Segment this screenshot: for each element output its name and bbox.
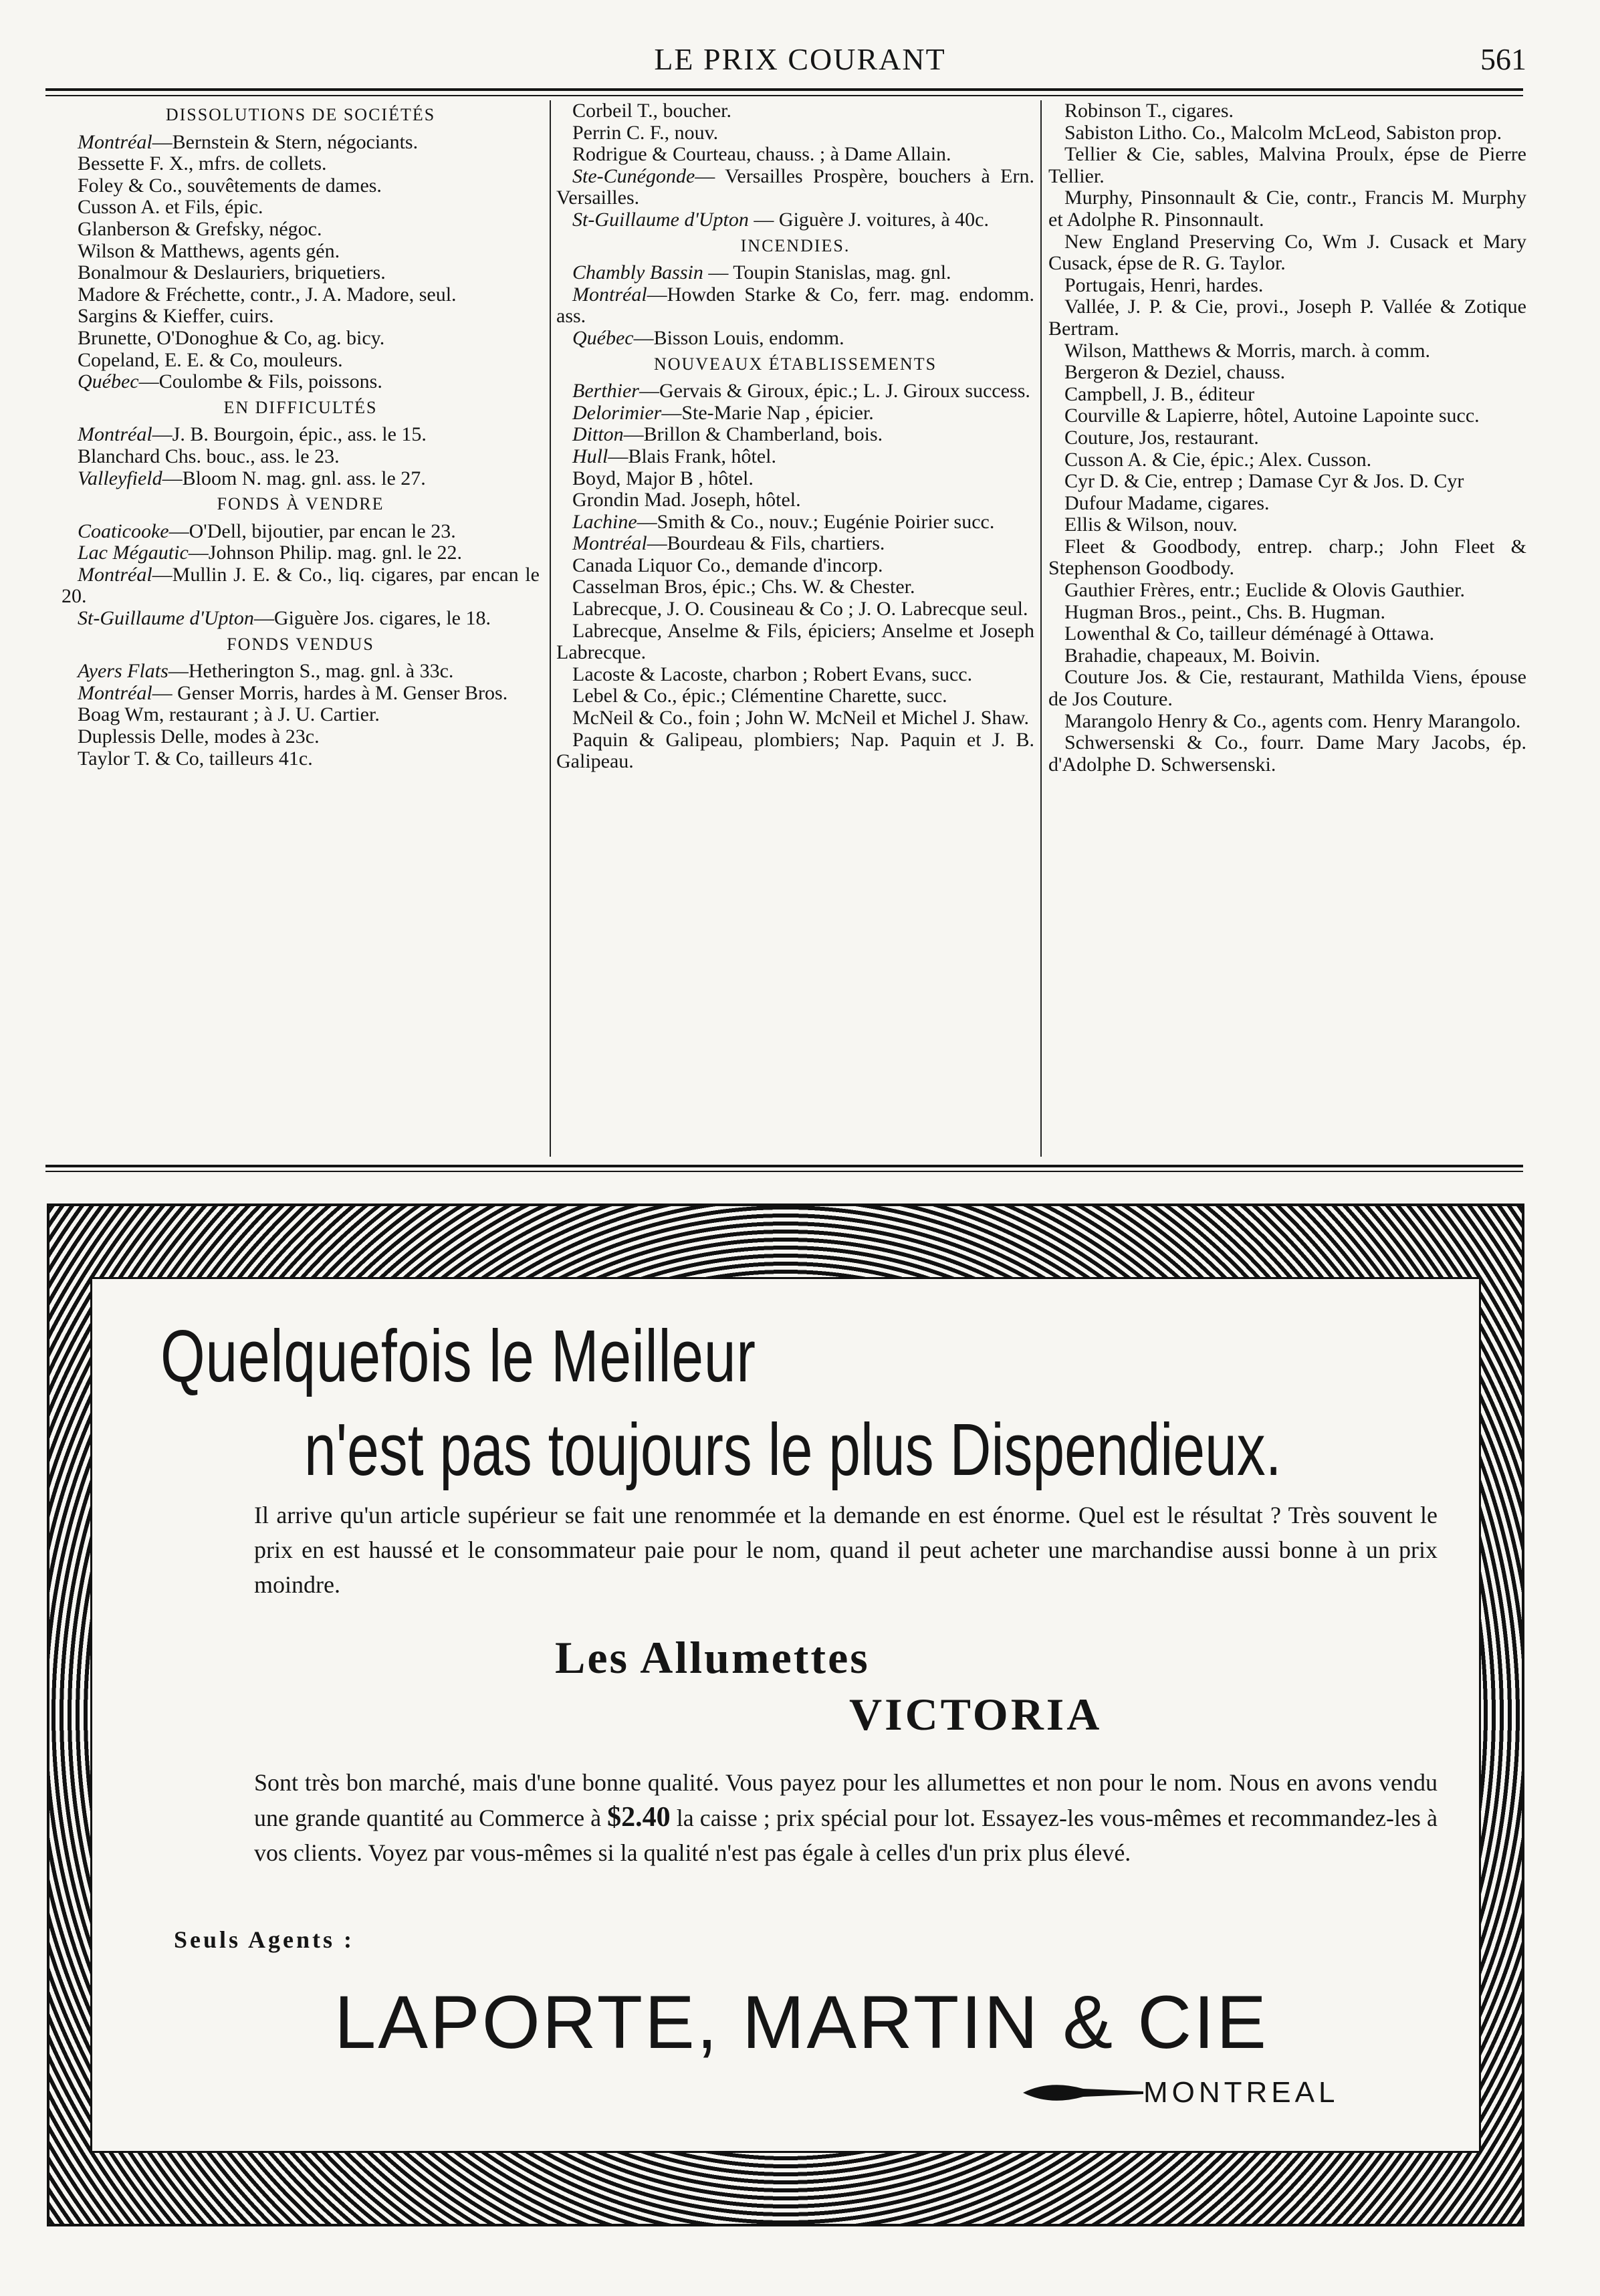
section-heading-dissolutions: DISSOLUTIONS DE SOCIÉTÉS <box>165 105 436 124</box>
column-divider <box>1040 100 1042 1157</box>
entry: Dufour Madame, cigares. <box>1064 491 1270 514</box>
entry: Berthier—Gervais & Giroux, épic.; L. J. Giroux success. <box>572 380 1030 403</box>
entry: Blanchard Chs. bouc., ass. le 23. <box>78 445 340 467</box>
entry: Madore & Fréchette, contr., J. A. Madore, seul. <box>78 283 457 306</box>
entry: Montréal—Howden Starke & Co, ferr. mag. endomm. ass. <box>556 283 1034 328</box>
entry: Coaticooke—O'Dell, bijoutier, par encan le 23. <box>78 520 456 542</box>
entry: Ellis & Wilson, nouv. <box>1064 513 1238 536</box>
entry: Lebel & Co., épic.; Clémentine Charette, succ. <box>572 685 947 707</box>
entry: Bonalmour & Deslauriers, briquetiers. <box>78 261 386 284</box>
entry: Portugais, Henri, hardes. <box>1064 273 1264 296</box>
column-2 <box>556 100 1034 773</box>
entry: Lowenthal & Co, tailleur déménagé à Ottawa. <box>1064 622 1435 645</box>
entry: St-Guillaume d'Upton — Giguère J. voitures, à 40c. <box>572 208 989 231</box>
section-heading-nouveaux-etablissements: NOUVEAUX ÉTABLISSEMENTS <box>653 354 937 374</box>
entry: Québec—Bisson Louis, endomm. <box>572 326 844 349</box>
entry: Vallée, J. P. & Cie, provi., Joseph P. Vallée & Zotique Bertram. <box>1048 296 1526 340</box>
entry: Couture Jos. & Cie, restaurant, Mathilda Viens, épouse de Jos Couture. <box>1048 666 1526 711</box>
entry: Wilson, Matthews & Morris, march. à comm. <box>1064 339 1431 362</box>
entry: Robinson T., cigares. <box>1064 100 1234 122</box>
ad-headline-2: n'est pas toujours le plus Dispendieux. <box>304 1409 1282 1491</box>
ad-company-name: LAPORTE, MARTIN & CIE <box>334 1980 1268 2064</box>
entry: Perrin C. F., nouv. <box>572 121 719 144</box>
entry: Québec—Coulombe & Fils, poissons. <box>78 370 382 393</box>
entry: Boyd, Major B , hôtel. <box>572 467 754 489</box>
entry: Hull—Blais Frank, hôtel. <box>572 445 776 467</box>
ad-headline-1: Quelquefois le Meilleur <box>160 1315 756 1397</box>
entry: Campbell, J. B., éditeur <box>1064 382 1255 405</box>
entry: Boag Wm, restaurant ; à J. U. Cartier. <box>78 703 380 726</box>
ad-price: $2.40 <box>607 1802 671 1833</box>
column-1 <box>62 100 540 770</box>
entry: Ditton—Brillon & Chamberland, bois. <box>572 423 883 446</box>
entry: Sabiston Litho. Co., Malcolm McLeod, Sabiston prop. <box>1064 121 1502 144</box>
entry: Lac Mégautic—Johnson Philip. mag. gnl. le 22. <box>78 542 462 564</box>
entry: Montréal—Bourdeau & Fils, chartiers. <box>572 532 885 555</box>
page-number: 561 <box>1480 42 1526 76</box>
entry: Hugman Bros., peint., Chs. B. Hugman. <box>1064 600 1385 623</box>
entry: Marangolo Henry & Co., agents com. Henry Marangolo. <box>1064 709 1521 732</box>
entry: Montréal—J. B. Bourgoin, épic., ass. le 15. <box>78 423 427 446</box>
entry: Taylor T. & Co, tailleurs 41c. <box>78 747 313 770</box>
entry: Ste-Cunégonde— Versailles Prospère, bouchers à Ern. Versailles. <box>556 164 1034 209</box>
entry: Ayers Flats—Hetherington S., mag. gnl. à 33c. <box>78 660 454 683</box>
entry: Schwersenski & Co., fourr. Dame Mary Jacobs, ép. d'Adolphe D. Schwersenski. <box>1048 731 1526 776</box>
entry: Cyr D. & Cie, entrep ; Damase Cyr & Jos. D. Cyr <box>1064 470 1464 493</box>
entry: Corbeil T., boucher. <box>572 100 732 122</box>
entry: Paquin & Galipeau, plombiers; Nap. Paquin et J. B. Galipeau. <box>556 728 1034 773</box>
section-rule <box>45 1165 1523 1167</box>
entry: Courville & Lapierre, hôtel, Autoine Lapointe succ. <box>1064 405 1480 427</box>
entry: Valleyfield—Bloom N. mag. gnl. ass. le 27. <box>78 467 426 489</box>
entry: Labrecque, Anselme & Fils, épiciers; Anselme et Joseph Labrecque. <box>556 619 1034 664</box>
entry: Chambly Bassin — Toupin Stanislas, mag. gnl. <box>572 261 951 284</box>
entry: St-Guillaume d'Upton—Giguère Jos. cigares, le 18. <box>78 607 491 630</box>
entry: Wilson & Matthews, agents gén. <box>78 239 340 262</box>
section-heading-difficultes: EN DIFFICULTÉS <box>223 397 378 417</box>
entry: Delorimier—Ste-Marie Nap , épicier. <box>572 401 874 424</box>
ad-paragraph-2: Sont très bon marché, mais d'une bonne qualité. Vous payez pour les allumettes et non pour le nom. Nous en avons vendu une grande quantité au Commerce à $2.40 la caisse ; prix spécial pour lot. Essayez-les vous-mêmes et recommandez-les à vos clients. Voyez par vous-mêmes si la qualité n'est pas égale à celles d'un prix plus élevé. <box>254 1769 1438 1866</box>
entry: Lachine—Smith & Co., nouv.; Eugénie Poirier succ. <box>572 510 995 533</box>
entry: Gauthier Frères, entr.; Euclide & Olovis Gauthier. <box>1064 579 1466 602</box>
entry: Labrecque, J. O. Cousineau & Co ; J. O. Labrecque seul. <box>572 598 1028 620</box>
arrow-flourish-icon <box>1023 2079 1143 2106</box>
column-3 <box>1048 100 1526 776</box>
entry: Lacoste & Lacoste, charbon ; Robert Evans, succ. <box>572 663 973 685</box>
entry: Rodrigue & Courteau, chauss. ; à Dame Allain. <box>572 143 951 166</box>
entry: Duplessis Delle, modes à 23c. <box>78 725 320 748</box>
entry: New England Preserving Co, Wm J. Cusack et Mary Cusack, épse de R. G. Taylor. <box>1048 230 1526 275</box>
column-divider <box>550 100 551 1157</box>
section-heading-fonds-vendus: FONDS VENDUS <box>227 634 374 654</box>
entry: McNeil & Co., foin ; John W. McNeil et Michel J. Shaw. <box>572 707 1029 729</box>
entry: Grondin Mad. Joseph, hôtel. <box>572 489 801 511</box>
header-rule-thin <box>45 95 1523 96</box>
entry: Couture, Jos, restaurant. <box>1064 426 1259 449</box>
section-heading-fonds-a-vendre: FONDS À VENDRE <box>217 494 384 514</box>
ad-city: MONTREAL <box>1143 2076 1339 2109</box>
ad-agents-label: Seuls Agents : <box>174 1926 355 1953</box>
section-heading-incendies: INCENDIES. <box>740 235 850 255</box>
entry: Bergeron & Deziel, chauss. <box>1064 361 1286 384</box>
section-rule-thin <box>45 1171 1523 1172</box>
entry: Bessette F. X., mfrs. de collets. <box>78 152 327 175</box>
header-rule <box>45 88 1523 91</box>
entry: Montréal—Bernstein & Stern, négociants. <box>78 130 419 153</box>
entry: Cusson A. & Cie, épic.; Alex. Cusson. <box>1064 448 1372 471</box>
entry: Brunette, O'Donoghue & Co, ag. bicy. <box>78 326 385 349</box>
entry: Montréal— Genser Morris, hardes à M. Genser Bros. <box>78 681 508 704</box>
entry: Brahadie, chapeaux, M. Boivin. <box>1064 644 1321 667</box>
entry: Montréal—Mullin J. E. & Co., liq. cigares, par encan le 20. <box>62 563 540 608</box>
entry: Sargins & Kieffer, cuirs. <box>78 305 274 328</box>
entry: Canada Liquor Co., demande d'incorp. <box>572 554 883 576</box>
entry: Tellier & Cie, sables, Malvina Proulx, épse de Pierre Tellier. <box>1048 143 1526 187</box>
entry: Fleet & Goodbody, entrep. charp.; John Fleet & Stephenson Goodbody. <box>1048 535 1526 580</box>
entry: Casselman Bros, épic.; Chs. W. & Chester. <box>572 576 915 598</box>
ad-paragraph-1: Il arrive qu'un article supérieur se fait une renommée et la demande en est énorme. Quel est le résultat ? Très souvent le prix en est haussé et le consommateur paie pour le nom, quand il peut acheter une marchandise aussi bonne à un prix moindre. <box>254 1502 1438 1598</box>
entry: Glanberson & Grefsky, négoc. <box>78 217 322 240</box>
entry: Cusson A. et Fils, épic. <box>78 196 263 219</box>
ad-brand-line-2: VICTORIA <box>849 1689 1103 1740</box>
ad-brand-line-1: Les Allumettes <box>555 1632 870 1683</box>
entry: Murphy, Pinsonnault & Cie, contr., Francis M. Murphy et Adolphe R. Pinsonnault. <box>1048 187 1526 231</box>
page-header-title: LE PRIX COURANT <box>654 42 946 76</box>
entry: Foley & Co., souvêtements de dames. <box>78 174 382 197</box>
entry: Copeland, E. E. & Co, mouleurs. <box>78 348 343 371</box>
